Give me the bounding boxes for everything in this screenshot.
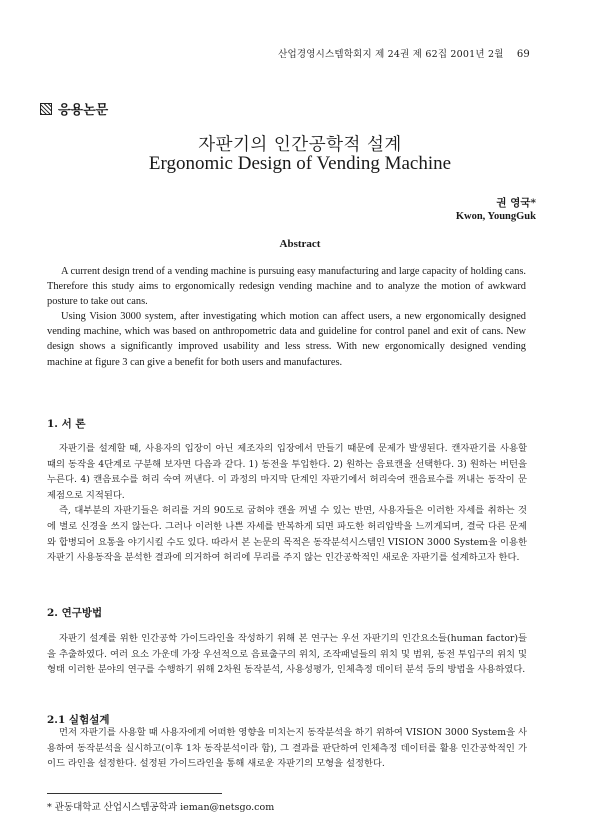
body-paragraph: 자판기를 설계할 때, 사용자의 입장이 아닌 제조자의 입장에서 만들기 때문에 문제가 발생된다. 캔자판기를 사용할 때의 동작을 4단계로 구분해 보자면 다음과 같다. 1) 동전을 투입한다. 2) 원하는 음료캔을 선택한다. 3) 원하는 버턴을 누른다. 4) 캔음료수를 허리 숙여 꺼낸다. 이 과정의 마지막 단계인 자판기에서 허리숙여 캔음료수를 꺼내는 동작이 문제점으로 지적된다. xyxy=(47,443,527,501)
section-body-method xyxy=(47,631,527,678)
body-paragraph: 자판기 설계를 위한 인간공학 가이드라인을 작성하기 위해 본 연구는 우선 자판기의 인간요소들(human factor)들을 추출하였다. 여러 요소 가운데 가장 우선적으로 음료출구의 위치, 조작패널들의 위치 및 범위, 동전 투입구의 위치 및 형태 이러한 분야의 연구를 수행하기 위해 2차원 동작분석, 사용성평가, 인체측정 데이터 분석 등의 방법을 사용하였다. xyxy=(47,633,527,676)
section-body-intro xyxy=(47,441,527,566)
hatched-square-icon xyxy=(40,103,52,115)
abstract-paragraph: Using Vision 3000 system, after investigating which motion can affect users, a new ergonomically designed vending machine, which was based on anthropometric data and guideline for control panel and exit of cans. New design shows a significantly improved usability and less stress. With new ergonomically designed vending machine at figure 3 can give a benefit for both users and manufactures. xyxy=(47,311,526,368)
title-korean: 자판기의 인간공학적 설계 xyxy=(198,135,402,155)
body-paragraph: 먼저 자판기를 사용할 때 사용자에게 어떠한 영향을 미치는지 동작분석을 하기 위하여 VISION 3000 System을 사용하여 동작분석을 실시하고(이후 1차 동작분석이라 함), 그 결과를 판단하여 인체측정 데이터를 활용 인간공학적인 가이드 라인을 설정한다. 설정된 가이드라인을 통해 새로운 자판기의 모형을 설정한다. xyxy=(47,727,527,770)
title-english: Ergonomic Design of Vending Machine xyxy=(148,153,452,174)
author-affiliation-footnote: * 관동대학교 산업시스템공학과 ieman@netsgo.com xyxy=(47,802,275,813)
author-korean: 권 영국* xyxy=(496,197,536,209)
subsection-body-2-1 xyxy=(47,725,527,772)
abstract-body xyxy=(47,264,526,370)
subsection-heading-2-1: 2.1 실험설계 xyxy=(47,714,110,726)
section-heading-method: 2. 연구방법 xyxy=(47,607,103,619)
category-label: 응용논문 xyxy=(58,103,109,118)
abstract-paragraph: A current design trend of a vending machine is pursuing easy manufacturing and large capacity of holding cans. Therefore this study aims to ergonomically redesign vending machine and to analyze the motion of awkward posture to take out cans. xyxy=(47,266,526,308)
page-number: 69 xyxy=(516,49,530,60)
running-header xyxy=(278,46,530,60)
journal-citation: 산업경영시스템학회지 제 24권 제 62집 2001년 2월 xyxy=(278,49,504,60)
paper-category xyxy=(40,99,108,118)
abstract-heading: Abstract xyxy=(279,238,321,250)
section-heading-intro: 1. 서 론 xyxy=(47,418,86,430)
author-english: Kwon, YoungGuk xyxy=(455,211,536,222)
body-paragraph: 즉, 대부분의 자판기들은 허리를 거의 90도로 굽혀야 캔을 꺼낼 수 있는 반면, 사용자들은 이러한 자세를 취하는 것에 별로 신경을 쓰지 않는다. 그러나 이러한 나쁜 자세를 반복하게 되면 파도한 허리압박을 느끼게되며, 결국 다른 문제와 합병되어 요통을 야기시킬 수도 있다. 따라서 본 논문의 목적은 동작분석시스템인 VISION 3000 System을 이용한 자판기 사용동작을 분석한 결과에 의거하여 허리에 무리를 주지 않는 인간공학적인 새로운 자판기를 설계하고자 한다. xyxy=(47,505,527,564)
footnote-divider xyxy=(47,793,222,794)
